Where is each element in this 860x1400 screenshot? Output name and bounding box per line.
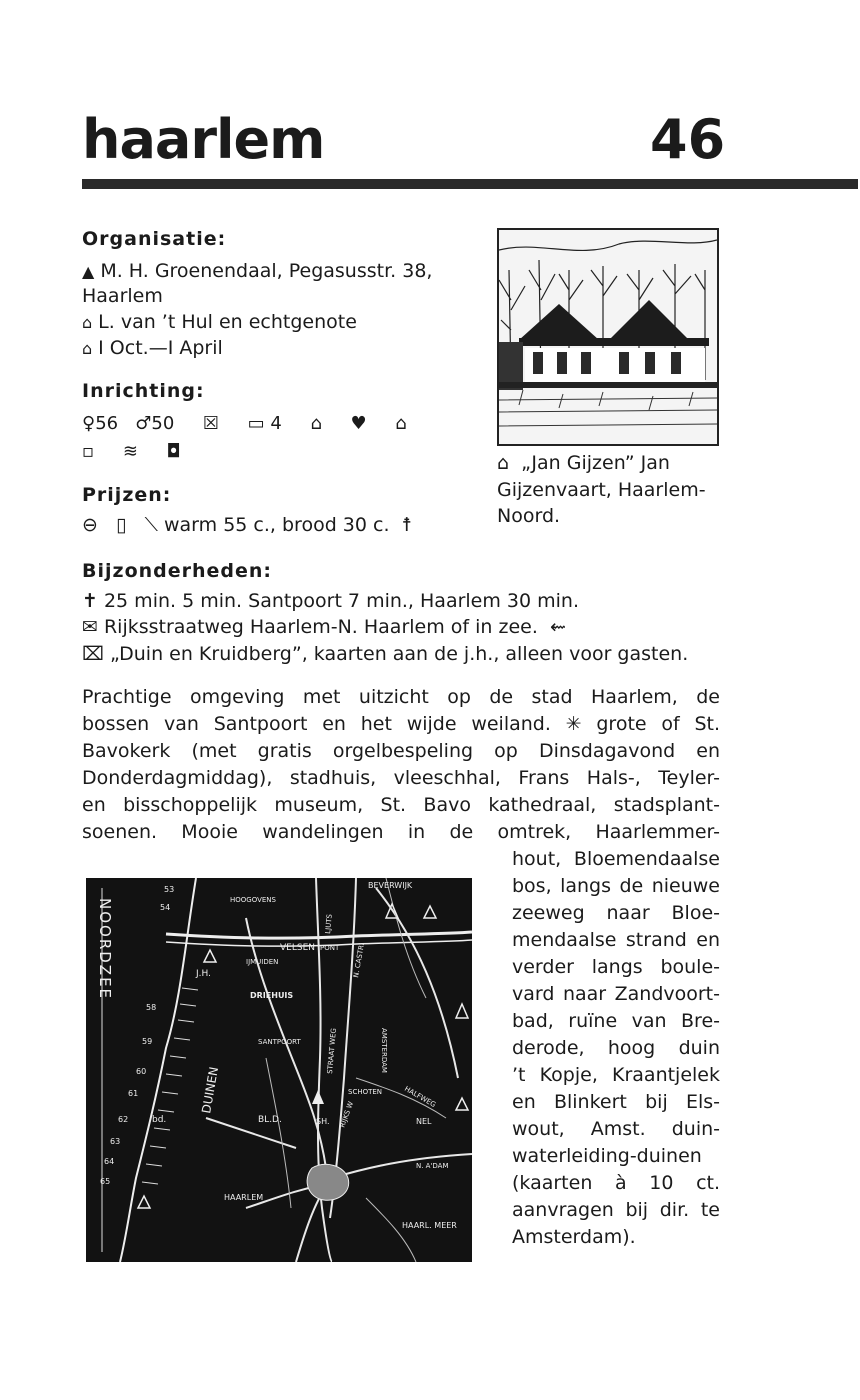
map-km-number: 53: [164, 885, 175, 894]
header-rule: [82, 179, 858, 189]
map-km-number: 65: [100, 1177, 111, 1186]
square-dot-icon: ▫: [82, 441, 95, 462]
map-label-beverwijk: BEVERWIJK: [368, 881, 413, 890]
area-map-drawing: [86, 878, 472, 1262]
inrichting-row-2: [82, 438, 181, 465]
map-km-number: 54: [160, 903, 171, 912]
map-label-santpoort: SANTPOORT: [258, 1038, 301, 1046]
map-label-ijmuiden: IJMUIDEN: [246, 958, 279, 966]
prijzen-heading: Prijzen:: [82, 484, 172, 506]
map-label-schoten: SCHOTEN: [348, 1088, 383, 1096]
description-line: bossen van Santpoort en het wijde weiland. ✳ grote of St.: [82, 713, 720, 735]
description-line: en bisschoppelijk museum, St. Bavo kathedraal, stadsplant-: [82, 794, 720, 816]
description-column: [512, 846, 720, 1251]
photo-caption-line-3: Noord.: [497, 505, 561, 527]
description-line: Prachtige omgeving met uitzicht op de stad Haarlem, de: [82, 686, 720, 708]
description-line: Bavokerk (met gratis orgelbespeling op Dinsdagavond en: [82, 740, 720, 762]
description-column-line: Amsterdam).: [512, 1226, 636, 1248]
waves-icon: ≋: [122, 441, 138, 462]
house-parent-icon: ⌂: [82, 313, 93, 332]
mail-icon: ✉: [82, 616, 98, 638]
description-column-line: verder langs boule-: [512, 956, 720, 978]
bed-icon: ▭: [247, 413, 265, 434]
organisatie-line-3: ⌂ L. van ’t Hul en echtgenote: [82, 309, 357, 336]
organisatie-line-4: ⌂ I Oct.—I April: [82, 335, 223, 362]
prijzen-line: ⊖ ▯ ⟍ warm 55 c., brood 30 c. ☨: [82, 514, 412, 536]
description-column-line: bos, langs de nieuwe: [512, 875, 720, 897]
map-label-duinen: DUINEN: [199, 1065, 222, 1115]
hostel-icon: ⌂: [497, 452, 510, 474]
map-label-pont: PONT: [320, 944, 340, 952]
inrichting-heading: Inrichting:: [82, 380, 205, 402]
map-label-haarlmeer: HAARL. MEER: [402, 1221, 457, 1230]
page-title: haarlem: [82, 108, 325, 171]
map-label-jh: J.H.: [196, 969, 211, 979]
bijzonderheden-line-1: ✝ 25 min. 5 min. Santpoort 7 min., Haarlem 30 min.: [82, 590, 579, 612]
person-icon: ♂: [135, 413, 152, 434]
hostel-photo-drawing: [499, 230, 717, 444]
map-label-velsen: VELSEN: [280, 943, 315, 953]
map-km-number: 60: [136, 1067, 147, 1076]
person-icon: ♀: [82, 413, 96, 434]
description-column-line: waterleiding-duinen: [512, 1145, 702, 1167]
hostel-photo: [497, 228, 719, 446]
description-column-line: mendaalse strand en: [512, 929, 720, 951]
map-label-sh: SH.: [316, 1117, 330, 1126]
map-label-rijksw: RIJKS W: [338, 1100, 356, 1129]
description-column-line: aanvragen bij dir. te: [512, 1199, 720, 1221]
map-label-ljuts: LJUTS: [324, 913, 334, 935]
roof-icon: ⌂: [310, 413, 322, 434]
map-label-castricum: N. CASTRI: [352, 942, 367, 979]
triangle-icon: ▲: [82, 262, 95, 281]
house-icon: ⌂: [395, 413, 407, 434]
organisatie-heading: Organisatie:: [82, 228, 227, 250]
map-label-straatweg: STRAAT WEG: [326, 1027, 338, 1075]
bottle-icon: ▯: [116, 514, 127, 536]
bike-icon: ⇜: [549, 616, 566, 638]
photo-caption-line-1: ⌂ „Jan Gijzen” Jan: [497, 452, 670, 474]
description-line: soenen. Mooie wandelingen in de omtrek, Haarlemmer-: [82, 821, 720, 843]
organisatie-line-2: Haarlem: [82, 285, 163, 307]
map-km-number: 63: [110, 1137, 121, 1146]
description-column-line: (kaarten à 10 ct.: [512, 1172, 720, 1194]
map-km-number: 59: [142, 1037, 153, 1046]
description-column-line: en Blinkert bij Els-: [512, 1091, 720, 1113]
map-km-number: 61: [128, 1089, 139, 1098]
bijzonderheden-heading: Bijzonderheden:: [82, 560, 273, 582]
map-label-noordzee: NOORDZEE: [96, 898, 114, 1001]
map-label-halfweg: HALFWEG: [403, 1084, 438, 1110]
cup-icon: ♥: [350, 413, 367, 434]
description-column-line: vard naar Zandvoort-: [512, 983, 720, 1005]
box-x-icon: ☒: [202, 413, 220, 434]
box-icon: ◘: [166, 441, 181, 462]
restaurant-icon: ⌧: [82, 643, 104, 665]
bijzonderheden-line-2: ✉ Rijksstraatweg Haarlem-N. Haarlem of in zee. ⇜: [82, 616, 566, 638]
group-icon: ☨: [401, 514, 412, 536]
inrichting-row-1: ♀56 ♂50 ☒ ▭ 4 ⌂ ♥ ⌂: [82, 413, 407, 434]
map-label-bld: BL.D.: [258, 1115, 282, 1125]
map-label-amsterdam: AMSTERDAM: [380, 1028, 388, 1073]
photo-caption-line-2: Gijzenvaart, Haarlem-: [497, 479, 706, 501]
map-label-bd: bd.: [152, 1115, 167, 1125]
map-label-haarlem: HAARLEM: [224, 1193, 264, 1202]
map-label-hoogovens: HOOGOVENS: [230, 896, 276, 904]
organisatie-line-1: ▲ M. H. Groenendaal, Pegasusstr. 38,: [82, 258, 432, 285]
description-column-line: ’t Kopje, Kraantjelek: [512, 1064, 720, 1086]
closed-house-icon: ⌂: [82, 339, 93, 358]
description-column-line: wout, Amst. duin-: [512, 1118, 720, 1140]
meal-icon: ⊖: [82, 514, 98, 536]
description-column-line: bad, ruïne van Bre-: [512, 1010, 720, 1032]
map-km-number: 64: [104, 1157, 115, 1166]
map-km-number: 62: [118, 1115, 129, 1124]
map-label-nel: NEL: [416, 1117, 432, 1126]
bijzonderheden-line-3: ⌧ „Duin en Kruidberg”, kaarten aan de j.h., alleen voor gasten.: [82, 643, 689, 665]
description-column-line: derode, hoog duin: [512, 1037, 720, 1059]
map-km-number: 58: [146, 1003, 157, 1012]
map-label-nadam: N. A'DAM: [416, 1162, 449, 1170]
description-column-line: zeeweg naar Bloe-: [512, 902, 720, 924]
stove-icon: ⟍: [144, 514, 158, 536]
page-number: 46: [650, 108, 726, 171]
description-line: Donderdagmiddag), stadhuis, vleeschhal, Frans Hals-, Teyler-: [82, 767, 720, 789]
area-map: [86, 878, 472, 1262]
description-paragraph: [82, 684, 720, 846]
cross-icon: ✝: [82, 590, 98, 612]
map-label-driehuis: DRIEHUIS: [250, 991, 294, 1000]
description-column-line: hout, Bloemendaalse: [512, 848, 720, 870]
